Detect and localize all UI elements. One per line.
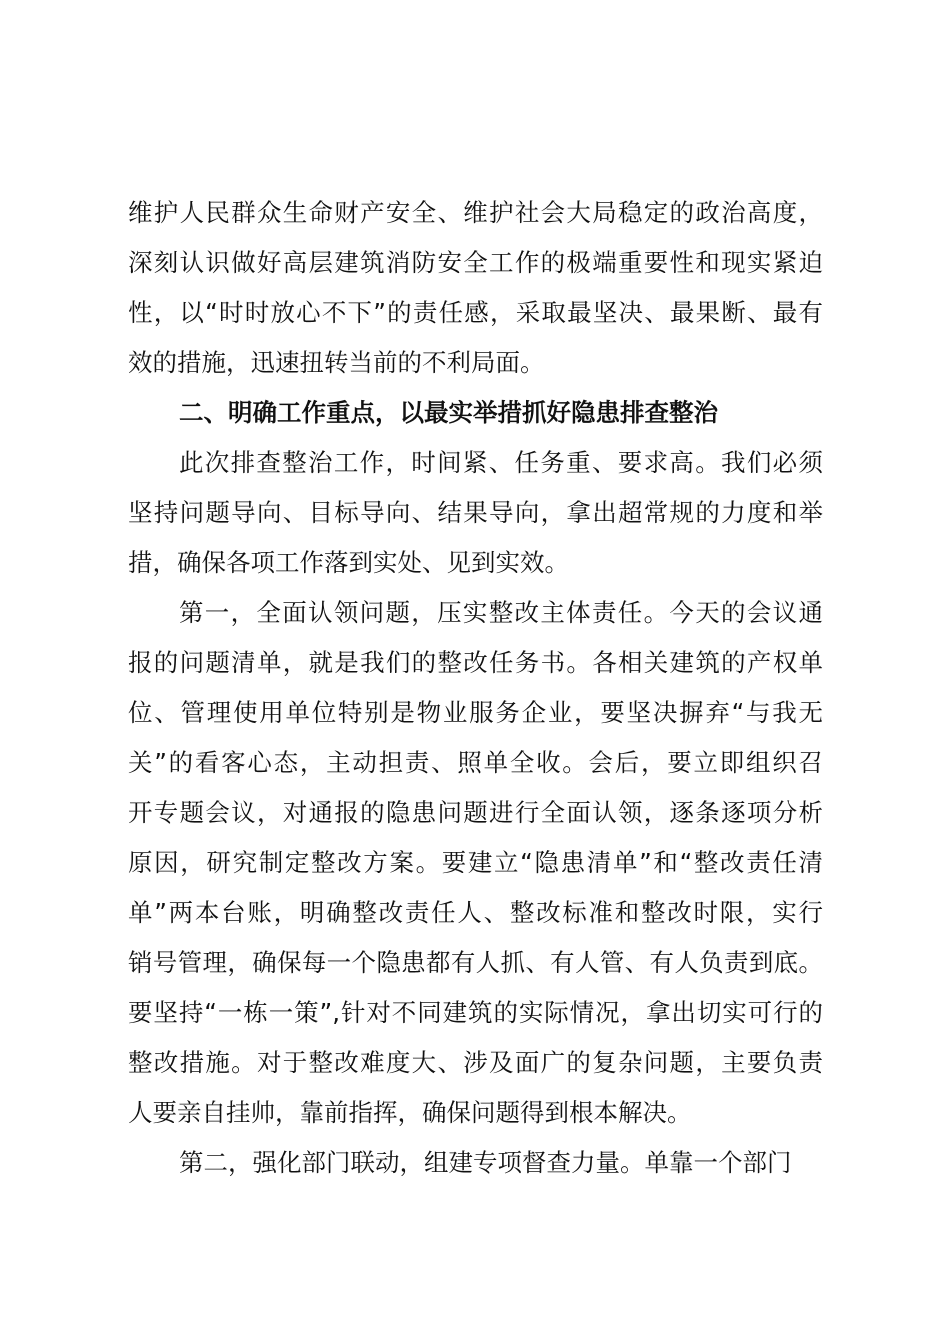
text-line: 要坚持“一栋一策”,针对不同建筑的实际情况，拿出切实可行的 (128, 998, 823, 1027)
text-line: 人要亲自挂帅，靠前指挥，确保问题得到根本解决。 (128, 1098, 692, 1127)
text-line: 销号管理，确保每一个隐患都有人抓、有人管、有人负责到底。 (128, 948, 823, 977)
text-line: 原因，研究制定整改方案。要建立“隐患清单”和“整改责任清 (128, 848, 823, 877)
text-line: 位、管理使用单位特别是物业服务企业，要坚决摒弃“与我无 (128, 698, 823, 727)
text-line: 效的措施，迅速扭转当前的不利局面。 (128, 348, 545, 377)
document-page (128, 188, 823, 1188)
text-line: 整改措施。对于整改难度大、涉及面广的复杂问题，主要负责 (128, 1048, 823, 1077)
text-line: 第二，强化部门联动，组建专项督查力量。单靠一个部门 (179, 1148, 792, 1177)
text-line: 性，以“时时放心不下”的责任感，采取最坚决、最果断、最有 (128, 298, 823, 327)
text-line: 此次排查整治工作，时间紧、任务重、要求高。我们必须 (179, 448, 823, 477)
text-line: 第一，全面认领问题，压实整改主体责任。今天的会议通 (179, 598, 823, 627)
text-line: 坚持问题导向、目标导向、结果导向，拿出超常规的力度和举 (128, 498, 823, 527)
text-line: 报的问题清单，就是我们的整改任务书。各相关建筑的产权单 (128, 648, 823, 677)
text-line: 维护人民群众生命财产安全、维护社会大局稳定的政治高度， (128, 198, 823, 227)
text-line: 措，确保各项工作落到实处、见到实效。 (128, 548, 569, 577)
text-line: 开专题会议，对通报的隐患问题进行全面认领，逐条逐项分析 (128, 798, 823, 827)
text-line: 单”两本台账，明确整改责任人、整改标准和整改时限，实行 (128, 898, 823, 927)
text-line: 关”的看客心态，主动担责、照单全收。会后，要立即组织召 (128, 748, 823, 777)
text-line: 深刻认识做好高层建筑消防安全工作的极端重要性和现实紧迫 (128, 248, 823, 277)
section-heading: 二、明确工作重点，以最实举措抓好隐患排查整治 (179, 398, 718, 427)
